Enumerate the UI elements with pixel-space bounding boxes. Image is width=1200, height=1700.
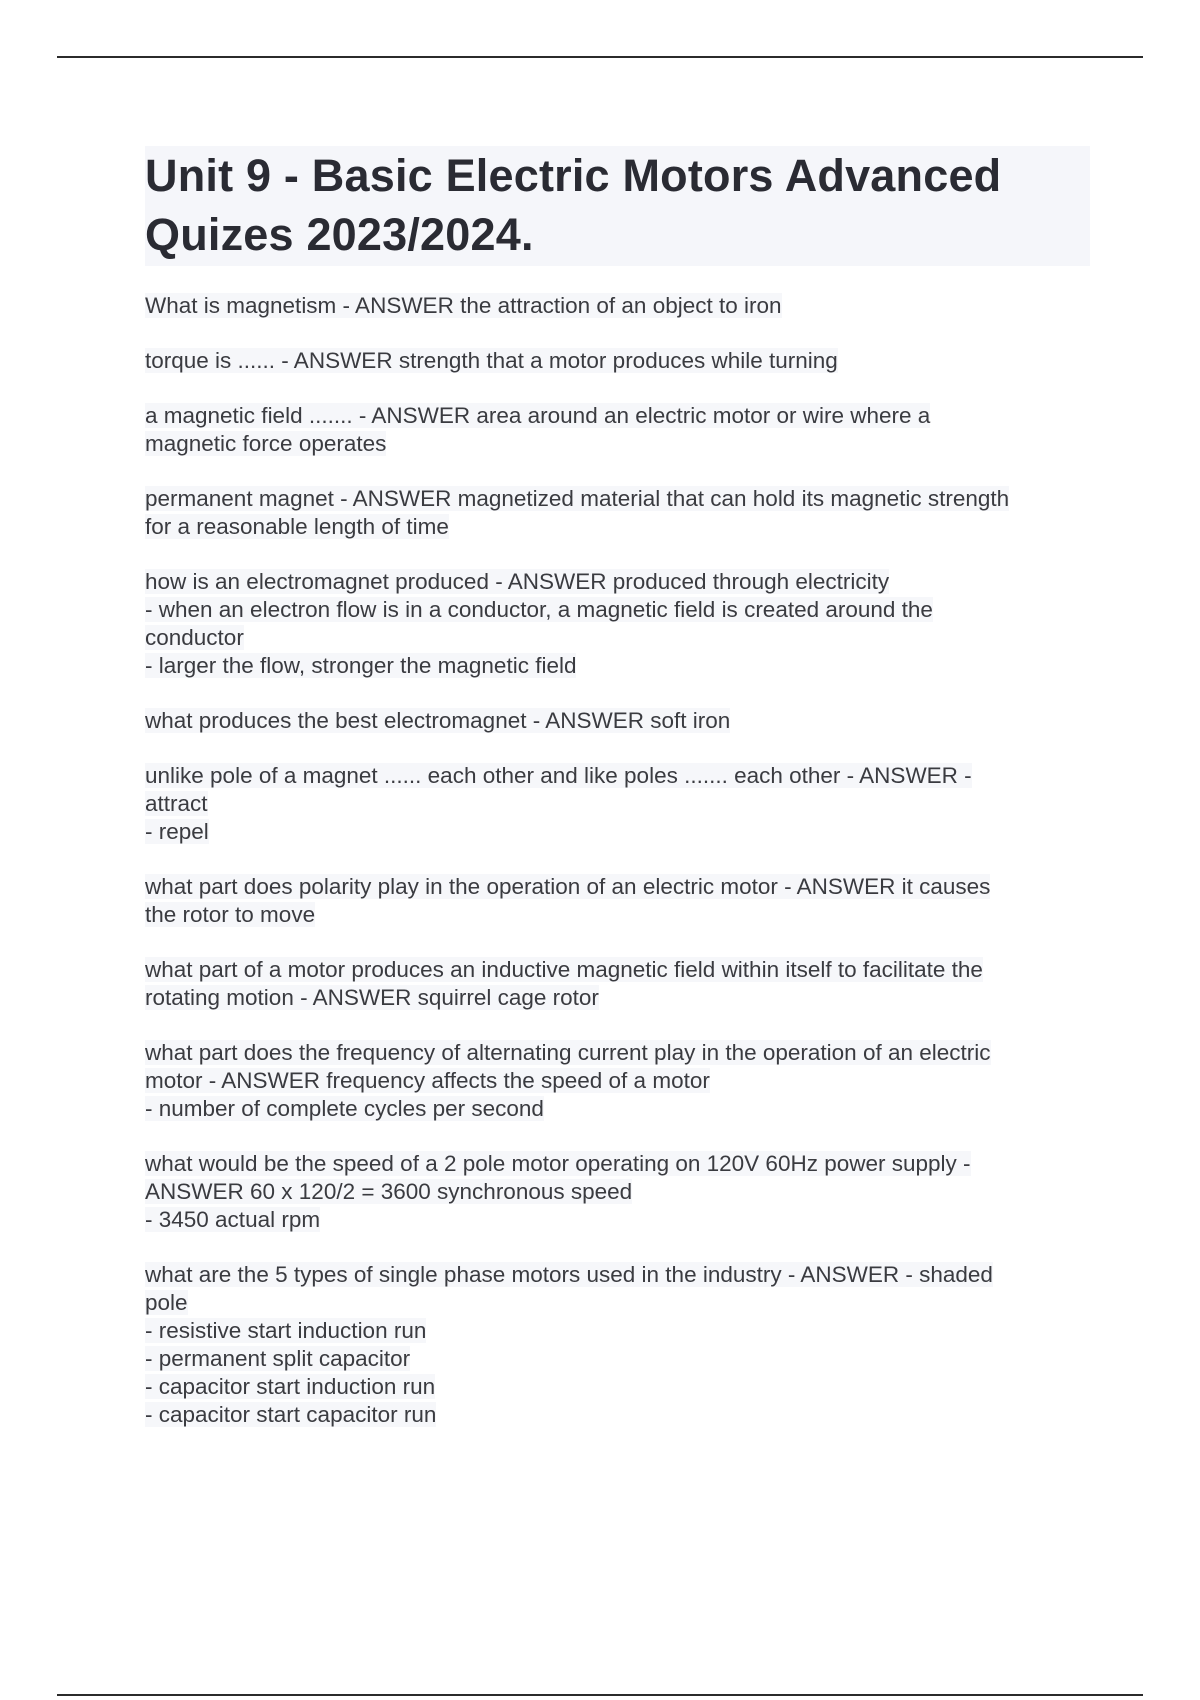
bottom-rule (57, 1694, 1143, 1696)
qa-line (145, 707, 1090, 735)
qa-line (145, 818, 1090, 846)
qa-line-text: unlike pole of a magnet ...... each other and like poles ....... each other - ANSWER - (145, 763, 972, 788)
qa-line (145, 652, 1090, 680)
qa-line-text: - 3450 actual rpm (145, 1207, 321, 1232)
qa-item (145, 873, 1090, 929)
qa-line (145, 1345, 1090, 1373)
qa-line-text: - capacitor start induction run (145, 1374, 436, 1399)
qa-line (145, 430, 1090, 458)
qa-line (145, 1095, 1090, 1123)
qa-line-text: - resistive start induction run (145, 1318, 427, 1343)
qa-line (145, 1067, 1090, 1095)
qa-line (145, 1401, 1090, 1429)
qa-line (145, 956, 1090, 984)
qa-line (145, 624, 1090, 652)
page-title (145, 146, 1090, 264)
top-rule (57, 56, 1143, 58)
qa-line-text: - number of complete cycles per second (145, 1096, 544, 1121)
qa-line-text: torque is ...... - ANSWER strength that a motor produces while turning (145, 348, 838, 373)
qa-line (145, 1178, 1090, 1206)
qa-line-text: what part does the frequency of alternating current play in the operation of an electric (145, 1040, 991, 1065)
qa-list (145, 292, 1090, 1429)
qa-item (145, 292, 1090, 320)
qa-line (145, 762, 1090, 790)
qa-line-text: what part does polarity play in the operation of an electric motor - ANSWER it causes (145, 874, 991, 899)
qa-line (145, 347, 1090, 375)
qa-line-text: - repel (145, 819, 209, 844)
qa-line-text: what would be the speed of a 2 pole motor operating on 120V 60Hz power supply - (145, 1151, 971, 1176)
qa-line-text: the rotor to move (145, 902, 316, 927)
qa-line (145, 596, 1090, 624)
title-line: Quizes 2023/2024. (145, 209, 534, 260)
qa-line (145, 402, 1090, 430)
qa-line-text: conductor (145, 625, 244, 650)
qa-line (145, 1373, 1090, 1401)
qa-line-text: what are the 5 types of single phase motors used in the industry - ANSWER - shaded (145, 1262, 993, 1287)
qa-line-text: how is an electromagnet produced - ANSWER produced through electricity (145, 569, 890, 594)
qa-line (145, 292, 1090, 320)
qa-item (145, 956, 1090, 1012)
qa-item (145, 1150, 1090, 1234)
qa-item (145, 762, 1090, 846)
qa-line (145, 1317, 1090, 1345)
qa-item (145, 707, 1090, 735)
qa-line-text: motor - ANSWER frequency affects the speed of a motor (145, 1068, 710, 1093)
qa-line (145, 1039, 1090, 1067)
qa-line-text: a magnetic field ....... - ANSWER area around an electric motor or wire where a (145, 403, 931, 428)
qa-line (145, 1206, 1090, 1234)
qa-line (145, 513, 1090, 541)
qa-line-text: what part of a motor produces an inductive magnetic field within itself to facilitate the (145, 957, 983, 982)
qa-line (145, 568, 1090, 596)
qa-line-text: - permanent split capacitor (145, 1346, 411, 1371)
qa-line-text: for a reasonable length of time (145, 514, 449, 539)
qa-line (145, 1150, 1090, 1178)
qa-line-text: What is magnetism - ANSWER the attraction of an object to iron (145, 293, 782, 318)
qa-line (145, 901, 1090, 929)
qa-line-text: pole (145, 1290, 188, 1315)
title-block (145, 146, 1090, 266)
qa-item (145, 1261, 1090, 1429)
qa-line-text: - capacitor start capacitor run (145, 1402, 437, 1427)
qa-line (145, 984, 1090, 1012)
qa-line-text: permanent magnet - ANSWER magnetized material that can hold its magnetic strength (145, 486, 1010, 511)
qa-line-text: attract (145, 791, 208, 816)
qa-item (145, 568, 1090, 680)
qa-item (145, 347, 1090, 375)
qa-line-text: magnetic force operates (145, 431, 387, 456)
qa-item (145, 485, 1090, 541)
document-body (145, 146, 1090, 1456)
qa-line-text: ANSWER 60 x 120/2 = 3600 synchronous speed (145, 1179, 633, 1204)
qa-item (145, 402, 1090, 458)
qa-item (145, 1039, 1090, 1123)
title-line: Unit 9 - Basic Electric Motors Advanced (145, 150, 1002, 201)
qa-line (145, 485, 1090, 513)
qa-line-text: - when an electron flow is in a conductor, a magnetic field is created around the (145, 597, 933, 622)
qa-line-text: rotating motion - ANSWER squirrel cage rotor (145, 985, 599, 1010)
qa-line (145, 1289, 1090, 1317)
qa-line (145, 790, 1090, 818)
qa-line-text: - larger the flow, stronger the magnetic field (145, 653, 577, 678)
qa-line-text: what produces the best electromagnet - ANSWER soft iron (145, 708, 731, 733)
qa-line (145, 873, 1090, 901)
qa-line (145, 1261, 1090, 1289)
